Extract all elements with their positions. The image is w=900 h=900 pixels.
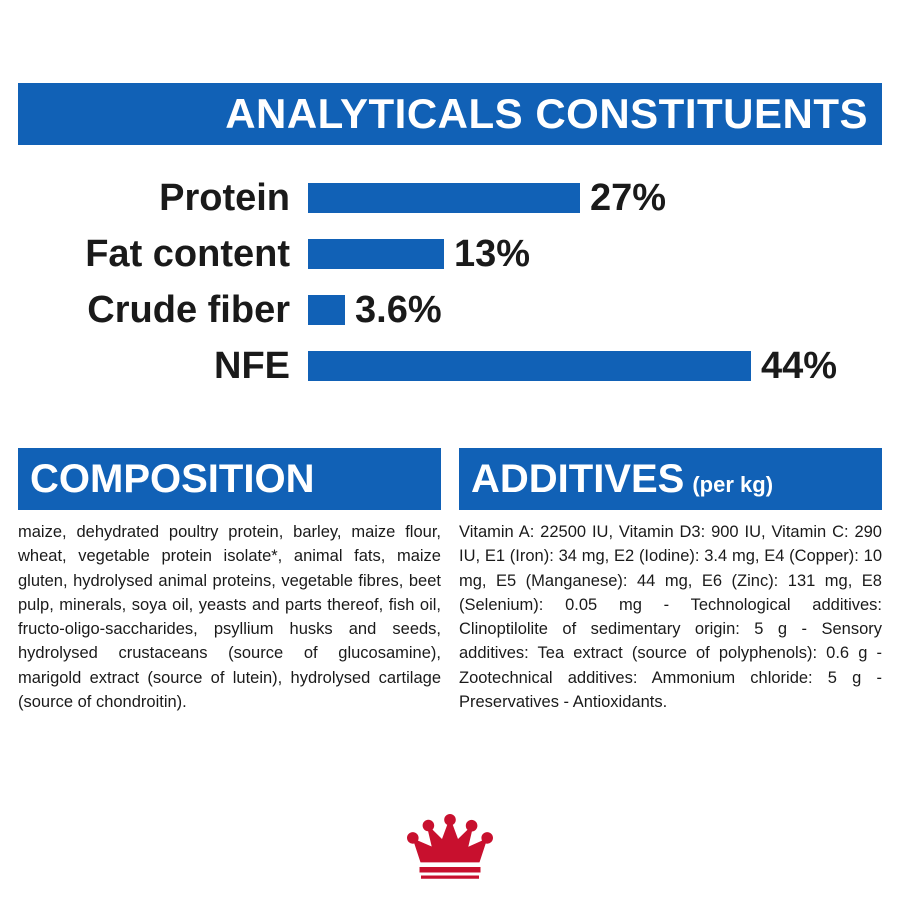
additives-text: Vitamin A: 22500 IU, Vitamin D3: 900 IU, Vitamin C: 290 IU, E1 (Iron): 34 mg, E2 (Iodine): 3.4 mg, E4 (Copper): 10 mg, E5 (Manganese): 44 mg, E6 (Zinc): 131 mg, E8 (Selenium): 0.05 mg - Technological additives: Clinoptilolite of sedimentary origin: 5 g - Sensory additives: Tea extract (source of polyphenols): 0.6 g - Zootechnical additives: Ammonium chloride: 5 g - Preservatives - Antioxidants.: [459, 523, 882, 711]
bar-row: [18, 170, 882, 226]
bar-fill: [308, 239, 444, 269]
bar-track: [308, 291, 882, 329]
bar-row: [18, 282, 882, 338]
royal-canin-crown-logo: [390, 808, 510, 884]
bar-fill: [308, 351, 751, 381]
additives-subtitle: (per kg): [692, 472, 774, 497]
bar-track: [308, 179, 882, 217]
detail-panels: [18, 448, 882, 714]
bar-label: Protein: [159, 177, 290, 219]
composition-title: COMPOSITION: [30, 457, 315, 501]
bar-label: Crude fiber: [87, 289, 290, 331]
bar-fill: [308, 295, 345, 325]
composition-header: [18, 448, 441, 510]
bar-value: 13%: [454, 233, 531, 275]
bar-label: NFE: [214, 345, 290, 387]
bar-row: [18, 338, 882, 394]
additives-panel: [459, 448, 882, 714]
additives-header: [459, 448, 882, 510]
composition-text: maize, dehydrated poultry protein, barley, maize flour, wheat, vegetable protein isolate*, animal fats, maize gluten, hydrolysed animal proteins, vegetable fibres, beet pulp, minerals, soya oil, yeasts and parts thereof, fish oil, fructo-oligo-saccharides, psyllium husks and seeds, hydrolysed crustaceans (source of glucosamine), marigold extract (source of lutein), hydrolysed cartilage (source of chondroitin).: [18, 523, 441, 711]
bar-track: [308, 235, 882, 273]
bar-fill: [308, 183, 580, 213]
bar-value: 27%: [590, 177, 667, 219]
additives-title: ADDITIVES: [471, 457, 685, 501]
analyticals-bar-chart: [18, 170, 882, 394]
bar-row: [18, 226, 882, 282]
bar-value: 44%: [761, 345, 838, 387]
analyticals-constituents-title: ANALYTICALS CONSTITUENTS: [225, 90, 868, 137]
analyticals-constituents-header: [18, 83, 882, 145]
bar-label: Fat content: [85, 233, 290, 275]
bar-value: 3.6%: [355, 289, 442, 331]
bar-track: [308, 347, 882, 385]
composition-panel: [18, 448, 441, 714]
